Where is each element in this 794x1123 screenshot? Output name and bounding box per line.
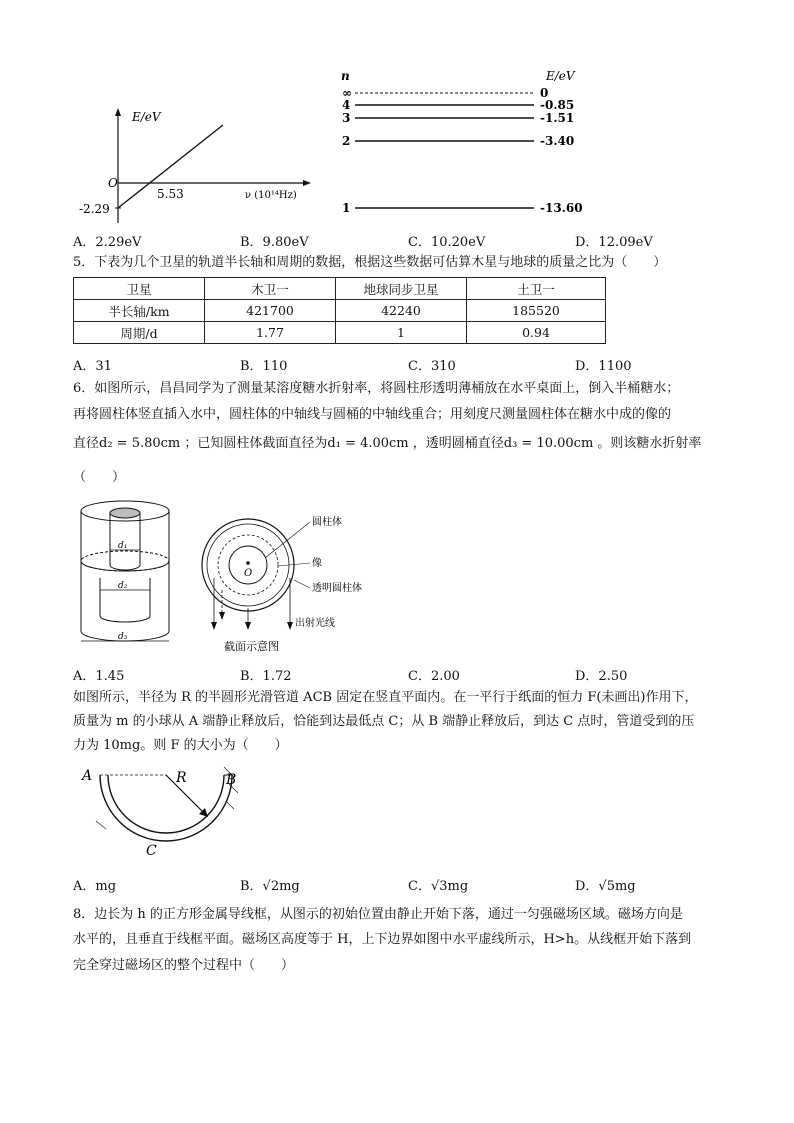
label-ray: 出射光线 xyxy=(295,618,335,629)
table-cell: 0.94 xyxy=(467,322,606,344)
q7-line-1: 如图所示，半径为 R 的半圆形光滑管道 ACB 固定在竖直平面内。在一平行于纸面的恒力 F(未画出)作用下， xyxy=(73,690,698,705)
graph-ylabel: E/eV xyxy=(132,110,161,124)
table-cell: 周期/d xyxy=(74,322,205,344)
table-header: 卫星 xyxy=(74,278,205,300)
q5-option-d[interactable]: D．1100 xyxy=(575,359,632,374)
figure-caption: 截面示意图 xyxy=(224,640,279,653)
q6-line-3: 直径d₂ = 5.80cm ；已知圆柱体截面直径为d₁ = 4.00cm ，透明圆桶直径d₃ = 10.00cm 。则该糖水折射率 xyxy=(73,436,702,451)
q6-option-b[interactable]: B．1.72 xyxy=(240,669,292,684)
q6-option-c[interactable]: C．2.00 xyxy=(408,669,460,684)
table-header: 土卫一 xyxy=(467,278,606,300)
satellite-table xyxy=(73,277,606,344)
q8-line-1: 8．边长为 h 的正方形金属导线框，从图示的初始位置由静止开始下落，通过一匀强磁场区域。磁场方向是 xyxy=(73,907,683,922)
point-a: A xyxy=(82,768,93,784)
level-e-label: -13.60 xyxy=(540,201,583,215)
q5-option-b[interactable]: B．110 xyxy=(240,359,288,374)
q7-option-b[interactable]: B．√2mg xyxy=(240,879,300,894)
q7-option-d[interactable]: D．√5mg xyxy=(575,879,636,894)
level-n-label: ∞ xyxy=(342,86,352,100)
energy-level-diagram xyxy=(338,68,588,218)
label-tube: 透明圆柱体 xyxy=(312,583,362,594)
q6-option-d[interactable]: D．2.50 xyxy=(575,669,628,684)
graph-y-intercept: -2.29 xyxy=(79,202,110,216)
label-image: 像 xyxy=(312,558,322,569)
q5-stem: 5．下表为几个卫星的轨道半长轴和周期的数据，根据这些数据可估算木星与地球的质量之比为（ ） xyxy=(73,255,667,270)
level-e-label: 0 xyxy=(540,86,549,100)
q4-option-c[interactable]: C．10.20eV xyxy=(408,235,486,250)
table-header: 地球同步卫星 xyxy=(336,278,467,300)
q4-option-d[interactable]: D．12.09eV xyxy=(575,235,653,250)
level-e-label: -3.40 xyxy=(540,134,575,148)
table-cell: 42240 xyxy=(336,300,467,322)
q6-line-1: 6．如图所示，昌昌同学为了测量某溶度糖水折射率，将圆柱形透明薄桶放在水平桌面上，倒入半桶糖水； xyxy=(73,381,680,396)
level-n-label: 1 xyxy=(342,201,351,215)
q6-line-2: 再将圆柱体竖直插入水中，圆柱体的中轴线与圆桶的中轴线重合；用刻度尺测量圆柱体在糖水中成的像的 xyxy=(73,407,672,422)
table-cell: 185520 xyxy=(467,300,606,322)
q7-option-a[interactable]: A．mg xyxy=(73,879,117,894)
graph-origin: O xyxy=(108,176,118,190)
levels-e-header: E/eV xyxy=(546,69,575,83)
q5-option-c[interactable]: C．310 xyxy=(408,359,456,374)
cross-section-figure xyxy=(198,508,398,658)
d2-label: d₂ xyxy=(118,581,128,591)
table-cell: 1 xyxy=(336,322,467,344)
graph-xlabel: ν (10¹⁴Hz) xyxy=(245,190,297,201)
level-n-label: 4 xyxy=(342,98,351,112)
table-row xyxy=(74,278,606,300)
q7-line-2: 质量为 m 的小球从 A 端静止释放后，恰能到达最低点 C；从 B 端静止释放后，到达 C 点时，管道受到的压 xyxy=(73,714,695,729)
d3-label: d₃ xyxy=(118,632,128,642)
table-header: 木卫一 xyxy=(205,278,336,300)
d1-label: d₁ xyxy=(118,541,128,551)
semicircle-tube-figure xyxy=(78,765,248,860)
q4-option-b[interactable]: B．9.80eV xyxy=(240,235,309,250)
level-e-label: -1.51 xyxy=(540,111,575,125)
table-cell: 1.77 xyxy=(205,322,336,344)
q8-line-3: 完全穿过磁场区的整个过程中（ ） xyxy=(73,958,295,973)
q4-option-a[interactable]: A．2.29eV xyxy=(73,235,142,250)
table-cell: 421700 xyxy=(205,300,336,322)
table-cell: 半长轴/km xyxy=(74,300,205,322)
q5-option-a[interactable]: A．31 xyxy=(73,359,112,374)
level-n-label: 2 xyxy=(342,134,351,148)
point-b: B xyxy=(226,772,237,788)
q6-option-a[interactable]: A．1.45 xyxy=(73,669,125,684)
tube-3d-figure xyxy=(78,498,178,648)
graph-x-intercept: 5.53 xyxy=(157,187,184,201)
radius-r: R xyxy=(176,770,187,786)
level-e-label: -0.85 xyxy=(540,98,575,112)
q6-line-4: （ ） xyxy=(73,470,126,485)
q7-line-3: 力为 10mg。则 F 的大小为（ ） xyxy=(73,738,288,753)
levels-n-header: n xyxy=(341,69,350,83)
point-c: C xyxy=(146,843,157,859)
q8-line-2: 水平的，且垂直于线框平面。磁场区高度等于 H，上下边界如图中水平虚线所示，H>h。从线框开始下落到 xyxy=(73,932,692,947)
center-label: O xyxy=(244,568,253,579)
label-cylinder: 圆柱体 xyxy=(312,517,342,528)
table-row xyxy=(74,322,606,344)
ev-frequency-graph xyxy=(75,105,315,230)
q7-option-c[interactable]: C．√3mg xyxy=(408,879,469,894)
level-n-label: 3 xyxy=(342,111,351,125)
table-row xyxy=(74,300,606,322)
